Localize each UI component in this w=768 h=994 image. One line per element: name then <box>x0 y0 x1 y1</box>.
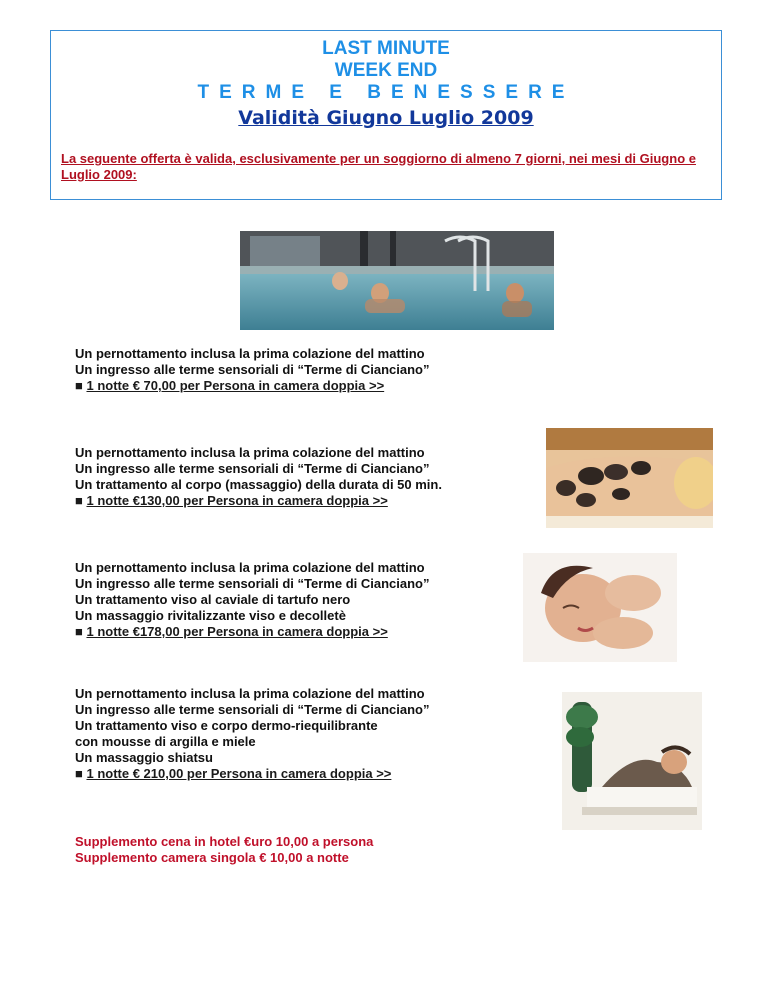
title-week-end: WEEK END <box>334 60 438 81</box>
offer-2-price-link[interactable]: 1 notte €130,00 per Persona in camera doppia >> <box>86 493 388 508</box>
offer-1-line: Un ingresso alle terme sensoriali di “Terme di Cianciano” <box>75 362 430 377</box>
offer-4-line: Un massaggio shiatsu <box>75 750 213 765</box>
pool-photo <box>240 231 554 330</box>
offer-3-line: Un trattamento viso al caviale di tartufo nero <box>75 592 351 607</box>
offer-2-line: Un trattamento al corpo (massaggio) della durata di 50 min. <box>75 477 442 492</box>
offer-4-line: con mousse di argilla e miele <box>75 734 256 749</box>
validity-heading: Validità Giugno Luglio 2009 <box>238 107 534 129</box>
mud-treatment-photo <box>562 692 702 830</box>
offer-4-price-link[interactable]: 1 notte € 210,00 per Persona in camera doppia >> <box>86 766 392 781</box>
offer-3 <box>75 560 429 640</box>
offer-3-price <box>75 624 429 640</box>
offer-2 <box>75 445 442 509</box>
offer-1-price <box>75 378 429 394</box>
bullet-icon: ■ <box>75 624 83 639</box>
facial-treatment-photo <box>523 553 677 662</box>
offer-3-line: Un ingresso alle terme sensoriali di “Terme di Cianciano” <box>75 576 430 591</box>
offer-2-line: Un ingresso alle terme sensoriali di “Terme di Cianciano” <box>75 461 430 476</box>
offer-4-line: Un trattamento viso e corpo dermo-riequilibrante <box>75 718 378 733</box>
bullet-icon: ■ <box>75 493 83 508</box>
supplements <box>75 834 373 866</box>
intro-text: La seguente offerta è valida, esclusivamente per un soggiorno di almeno 7 giorni, nei mesi di Giugno e Luglio 2009: <box>61 151 696 182</box>
header-box <box>50 30 722 200</box>
offer-1-line: Un pernottamento inclusa la prima colazione del mattino <box>75 346 425 361</box>
supplement-single-room: Supplemento camera singola € 10,00 a notte <box>75 850 349 865</box>
title-terme-benessere: TERME E BENESSERE <box>197 82 575 103</box>
bullet-icon: ■ <box>75 378 83 393</box>
title-last-minute: LAST MINUTE <box>322 38 450 59</box>
offer-1 <box>75 346 429 394</box>
supplement-dinner: Supplemento cena in hotel €uro 10,00 a persona <box>75 834 374 849</box>
offer-3-line: Un massaggio rivitalizzante viso e decolletè <box>75 608 346 623</box>
offer-2-price <box>75 493 442 509</box>
offer-4-line: Un pernottamento inclusa la prima colazione del mattino <box>75 686 425 701</box>
offer-4-price <box>75 766 429 782</box>
bullet-icon: ■ <box>75 766 83 781</box>
offer-4 <box>75 686 429 782</box>
hot-stone-massage-photo <box>546 428 713 528</box>
offer-3-line: Un pernottamento inclusa la prima colazione del mattino <box>75 560 425 575</box>
offer-1-price-link[interactable]: 1 notte € 70,00 per Persona in camera doppia >> <box>86 378 385 393</box>
offer-3-price-link[interactable]: 1 notte €178,00 per Persona in camera doppia >> <box>86 624 388 639</box>
offer-2-line: Un pernottamento inclusa la prima colazione del mattino <box>75 445 425 460</box>
offer-4-line: Un ingresso alle terme sensoriali di “Terme di Cianciano” <box>75 702 430 717</box>
